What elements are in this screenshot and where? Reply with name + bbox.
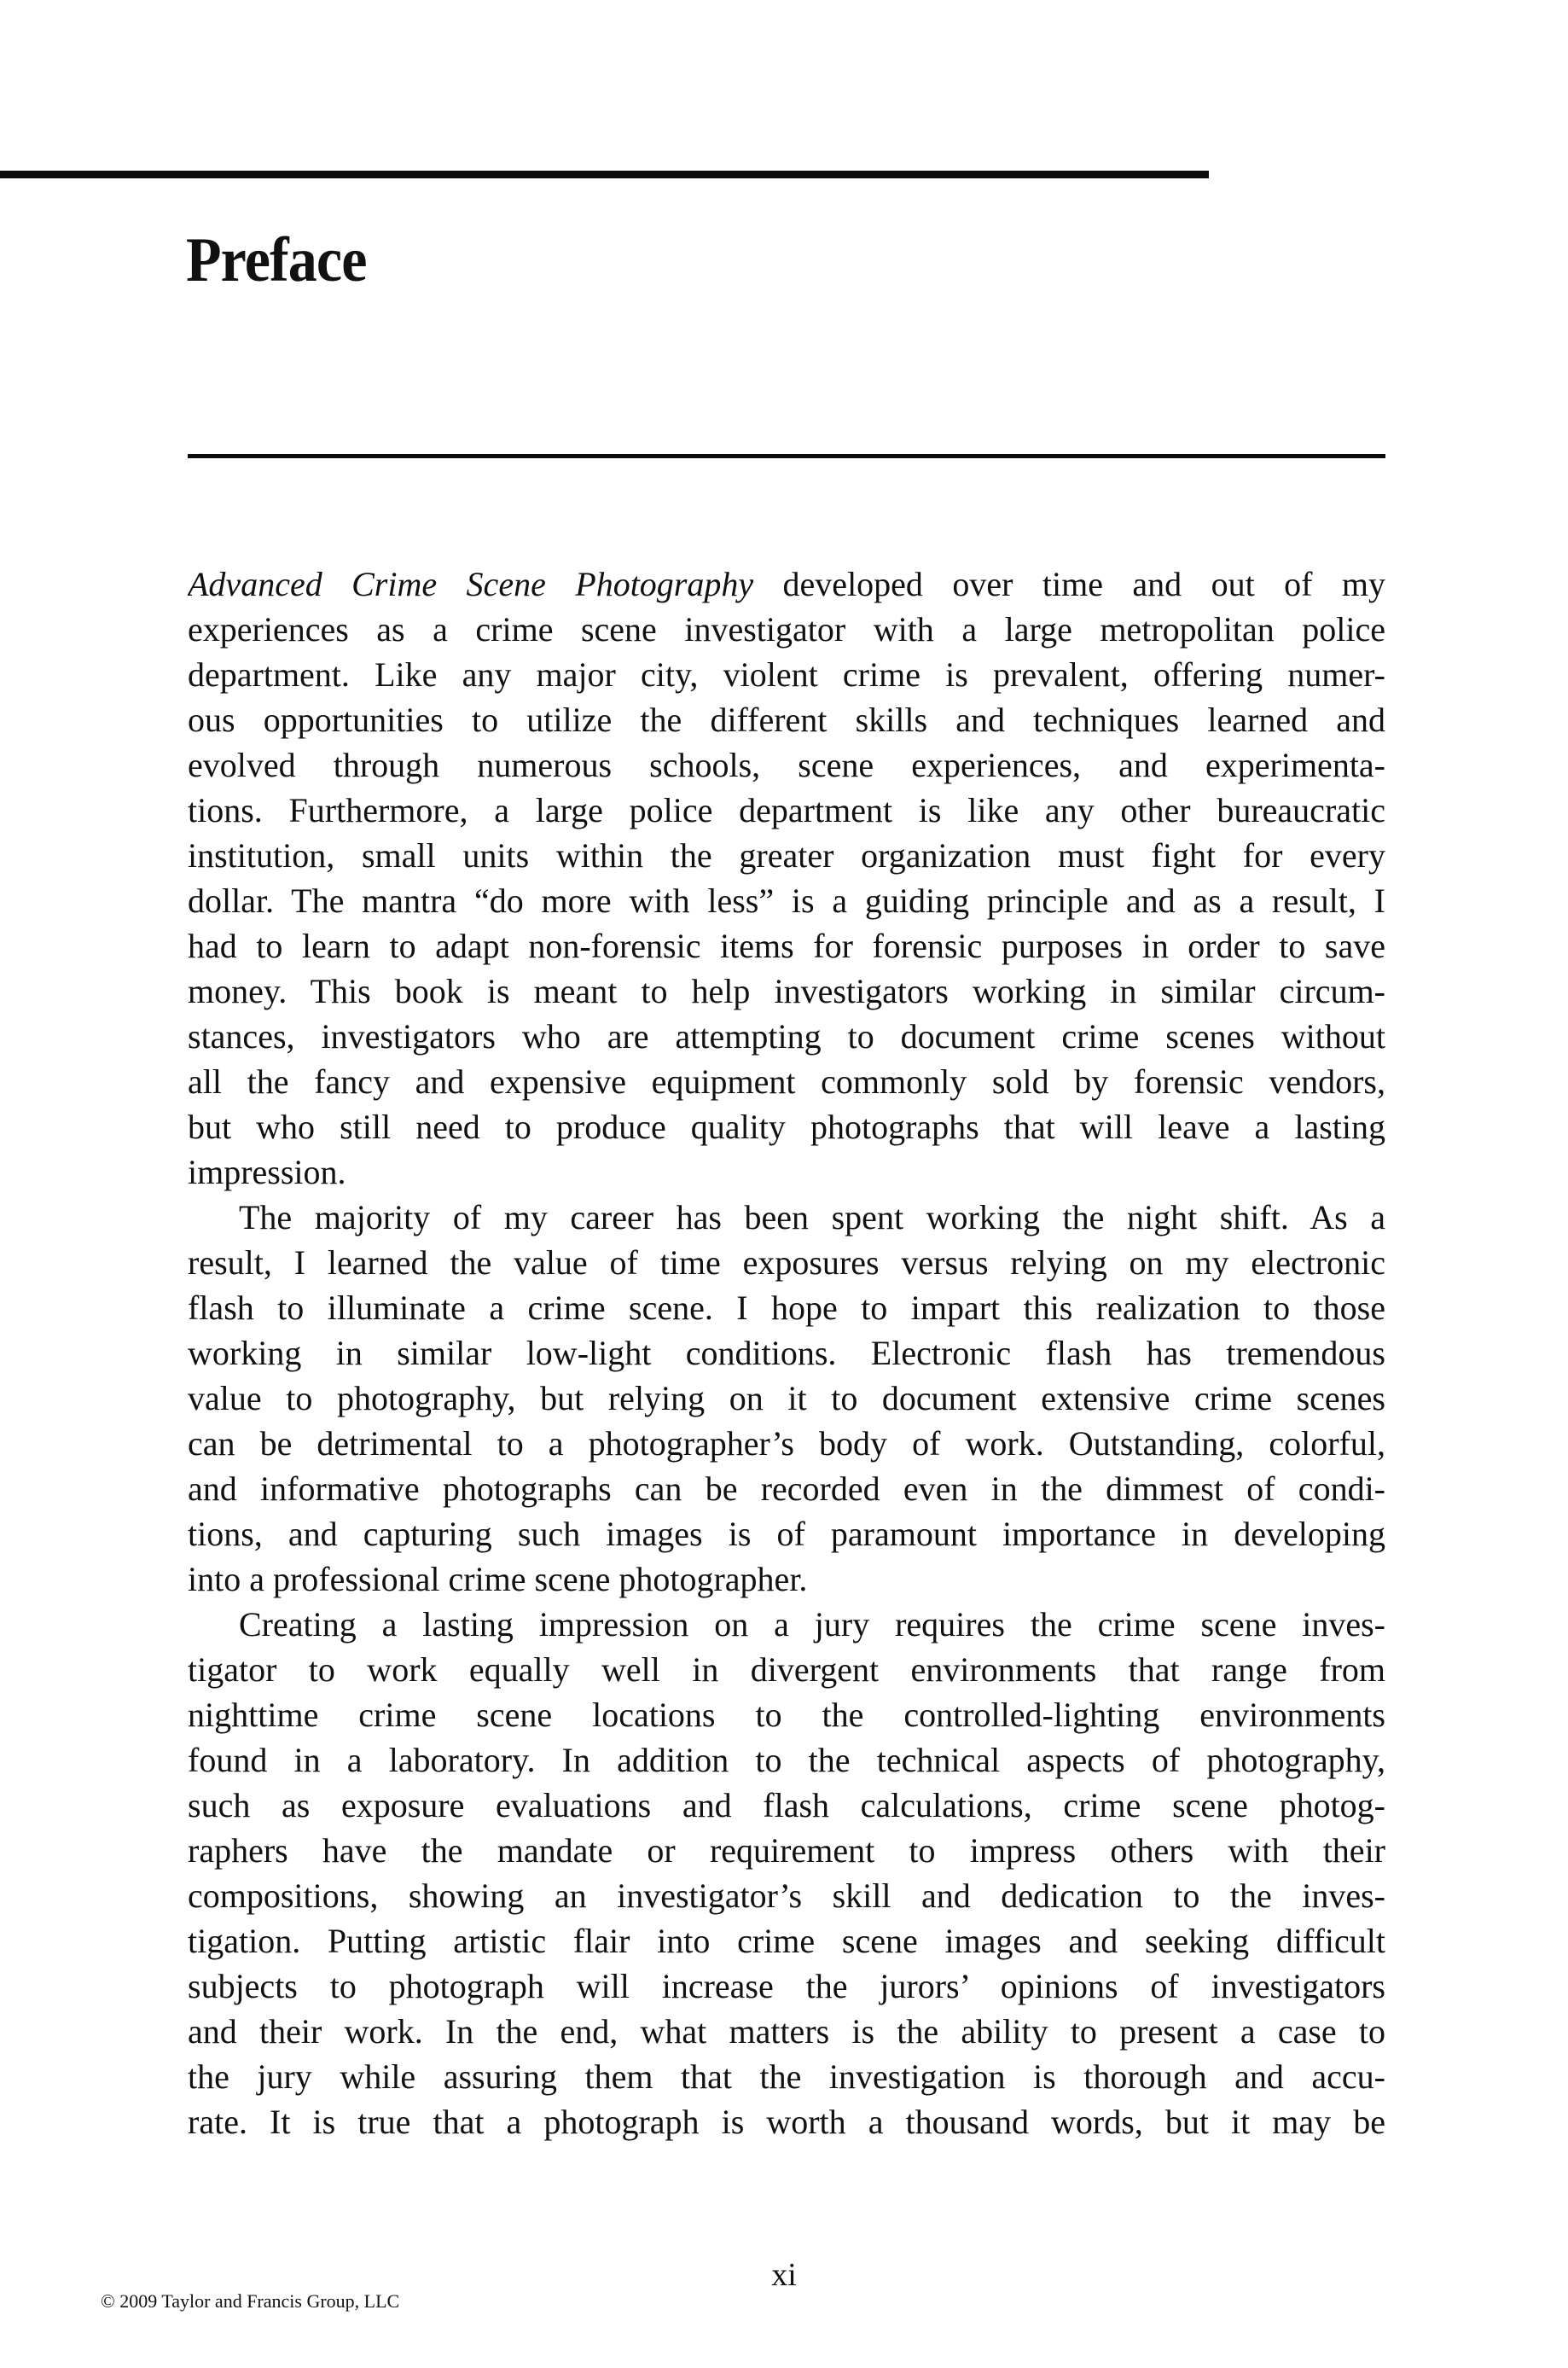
text-line: [188, 1556, 1385, 1602]
text-line: [188, 1104, 1385, 1149]
line-text: Creating a lasting impression on a jury requires the crime scene inves-: [239, 1605, 1385, 1644]
line-text: and informative photographs can be recorded even in the dimmest of condi-: [188, 1469, 1385, 1508]
text-line: [188, 1195, 1385, 1240]
paragraph: [188, 1195, 1385, 1602]
line-text: all the fancy and expensive equipment commonly sold by forensic vendors,: [188, 1062, 1385, 1101]
line-text: compositions, showing an investigator’s skill and dedication to the inves-: [188, 1876, 1385, 1915]
text-line: [188, 1330, 1385, 1376]
title-rule: [188, 454, 1385, 458]
copyright-notice: © 2009 Taylor and Francis Group, LLC: [101, 2290, 400, 2312]
line-text: dollar. The mantra “do more with less” is a guiding principle and as a result, I: [188, 881, 1385, 920]
line-text: result, I learned the value of time exposures versus relying on my electronic: [188, 1243, 1385, 1282]
text-line: [188, 1647, 1385, 1692]
text-line: [188, 1285, 1385, 1330]
line-text: institution, small units within the greater organization must fight for every: [188, 836, 1385, 875]
line-text: tions. Furthermore, a large police department is like any other bureaucratic: [188, 791, 1385, 829]
text-line: [188, 2009, 1385, 2054]
text-line: [188, 833, 1385, 878]
text-line: [188, 1376, 1385, 1421]
line-text: evolved through numerous schools, scene experiences, and experimenta-: [188, 746, 1385, 784]
text-line: [188, 1964, 1385, 2009]
text-line: [188, 2054, 1385, 2099]
line-text: flash to illuminate a crime scene. I hope to impart this realization to those: [188, 1289, 1385, 1327]
line-text: tigation. Putting artistic flair into crime scene images and seeking difficult: [188, 1922, 1385, 1960]
paragraph: [188, 561, 1385, 1195]
line-text: found in a laboratory. In addition to the technical aspects of photography,: [188, 1741, 1385, 1779]
line-text: working in similar low-light conditions. Electronic flash has tremendous: [188, 1334, 1385, 1372]
line-text: department. Like any major city, violent crime is prevalent, offering numer-: [188, 655, 1385, 694]
line-text: developed over time and out of my: [753, 565, 1385, 603]
text-line: [188, 1918, 1385, 1964]
line-text: and their work. In the end, what matters is the ability to present a case to: [188, 2012, 1385, 2051]
line-text: subjects to photograph will increase the jurors’ opinions of investigators: [188, 1967, 1385, 2005]
line-text: impression.: [188, 1153, 346, 1191]
line-text: raphers have the mandate or requirement to impress others with their: [188, 1831, 1385, 1870]
text-line: [188, 1692, 1385, 1737]
line-text: nighttime crime scene locations to the controlled-lighting environments: [188, 1696, 1385, 1734]
text-line: [188, 1511, 1385, 1556]
paragraph: [188, 1602, 1385, 2144]
text-line: [188, 607, 1385, 652]
line-text: money. This book is meant to help investigators working in similar circum-: [188, 972, 1385, 1010]
text-line: [188, 1828, 1385, 1873]
line-text: ous opportunities to utilize the different skills and techniques learned and: [188, 701, 1385, 739]
text-line: [188, 1240, 1385, 1285]
text-line: [188, 561, 1385, 607]
line-text: can be detrimental to a photographer’s body of work. Outstanding, colorful,: [188, 1424, 1385, 1463]
text-line: [188, 1466, 1385, 1511]
page-title: Preface: [186, 225, 367, 295]
line-text: the jury while assuring them that the investigation is thorough and accu-: [188, 2057, 1385, 2096]
text-line: [188, 788, 1385, 833]
text-line: [188, 1737, 1385, 1783]
text-line: [188, 1014, 1385, 1059]
line-text: rate. It is true that a photograph is worth a thousand words, but it may be: [188, 2103, 1385, 2141]
top-rule: [0, 171, 1209, 178]
text-line: [188, 652, 1385, 697]
text-line: [188, 969, 1385, 1014]
book-title: Advanced Crime Scene Photography: [188, 565, 754, 603]
text-line: [188, 878, 1385, 923]
line-text: The majority of my career has been spent working the night shift. As a: [239, 1198, 1385, 1236]
text-line: [188, 1059, 1385, 1104]
line-text: tigator to work equally well in divergent environments that range from: [188, 1650, 1385, 1689]
text-line: [188, 923, 1385, 969]
line-text: had to learn to adapt non-forensic items for forensic purposes in order to save: [188, 927, 1385, 965]
text-line: [188, 1783, 1385, 1828]
text-line: [188, 1873, 1385, 1918]
text-line: [188, 1602, 1385, 1647]
line-text: into a professional crime scene photographer.: [188, 1560, 808, 1598]
line-text: stances, investigators who are attempting to document crime scenes without: [188, 1017, 1385, 1056]
preface-body: [188, 561, 1385, 2144]
text-line: [188, 2099, 1385, 2144]
page-number: xi: [771, 2257, 797, 2293]
text-line: [188, 742, 1385, 788]
line-text: tions, and capturing such images is of paramount importance in developing: [188, 1515, 1385, 1553]
line-text: but who still need to produce quality photographs that will leave a lasting: [188, 1108, 1385, 1146]
text-line: [188, 697, 1385, 742]
text-line: [188, 1421, 1385, 1466]
line-text: such as exposure evaluations and flash calculations, crime scene photog-: [188, 1786, 1385, 1824]
line-text: value to photography, but relying on it to document extensive crime scenes: [188, 1379, 1385, 1417]
text-line: [188, 1149, 1385, 1195]
line-text: experiences as a crime scene investigator with a large metropolitan police: [188, 610, 1385, 649]
